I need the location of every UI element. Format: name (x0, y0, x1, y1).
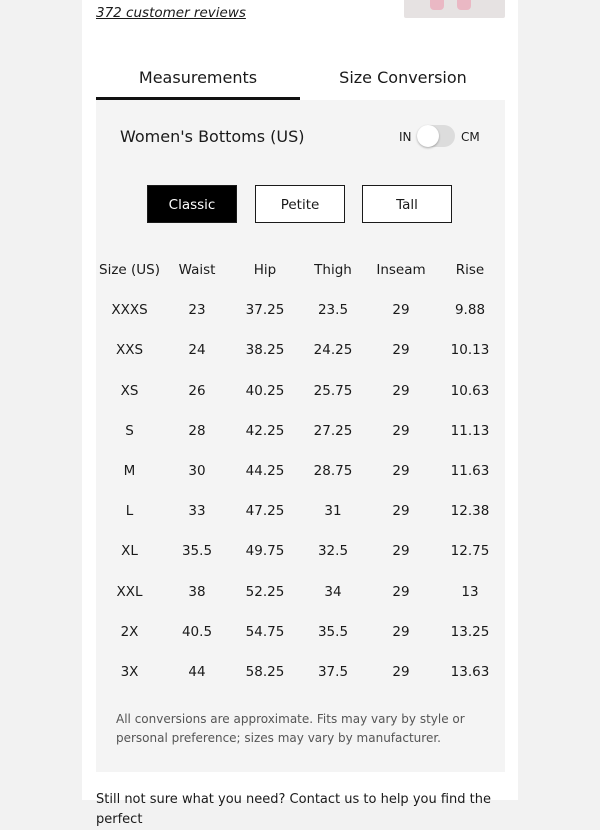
table-cell: 29 (392, 663, 410, 680)
table-row (96, 451, 505, 491)
table-cell: 37.5 (317, 663, 349, 680)
table-cell: 24 (188, 342, 206, 359)
table-cell: 29 (392, 623, 410, 640)
table-cell: 34 (324, 583, 342, 600)
table-cell: 47.25 (245, 503, 285, 520)
unit-toggle[interactable] (417, 125, 455, 147)
header-thigh: Thigh (314, 262, 352, 279)
unit-label-in: IN (399, 130, 412, 144)
size-table (96, 250, 505, 692)
table-cell: 29 (392, 463, 410, 480)
table-cell: 58.25 (245, 663, 285, 680)
table-cell: 32.5 (317, 543, 349, 560)
table-cell: 40.25 (245, 382, 285, 399)
table-cell: 13 (461, 583, 479, 600)
table-cell: 26 (188, 382, 206, 399)
table-cell: L (125, 503, 134, 520)
table-cell: 10.13 (450, 342, 490, 359)
table-cell: 37.25 (245, 302, 285, 319)
conversion-disclaimer: All conversions are approximate. Fits may vary by style or personal preference; sizes may vary by manufacturer. (116, 712, 465, 745)
table-row (96, 572, 505, 612)
table-cell: 13.25 (450, 623, 490, 640)
table-cell: 33 (188, 503, 206, 520)
header-hip: Hip (253, 262, 277, 279)
fit-button-tall[interactable]: Tall (362, 185, 452, 223)
table-cell: 29 (392, 543, 410, 560)
table-cell: 38 (188, 583, 206, 600)
table-cell: 29 (392, 382, 410, 399)
header-rise: Rise (455, 262, 485, 279)
table-row (96, 612, 505, 652)
table-row (96, 371, 505, 411)
table-cell: 10.63 (450, 382, 490, 399)
table-cell: 29 (392, 302, 410, 319)
contact-help-text: Still not sure what you need? Contact us to help you find the perfect (96, 792, 491, 827)
table-cell: 12.75 (450, 543, 490, 560)
table-cell: 40.5 (181, 623, 213, 640)
tab-measurements[interactable]: Measurements (96, 58, 300, 98)
table-row (96, 491, 505, 531)
header-size: Size (US) (99, 262, 160, 279)
table-cell: 13.63 (450, 663, 490, 680)
product-thumbnail[interactable] (404, 0, 505, 18)
table-cell: 3X (120, 663, 139, 680)
table-cell: 44 (188, 663, 206, 680)
table-cell: 29 (392, 583, 410, 600)
table-cell: 29 (392, 503, 410, 520)
table-cell: 29 (392, 342, 410, 359)
table-cell: 49.75 (245, 543, 285, 560)
table-cell: XXL (116, 583, 143, 600)
fit-button-classic[interactable]: Classic (147, 185, 237, 223)
table-cell: 28 (188, 422, 206, 439)
product-image-shoe-right (457, 0, 471, 10)
table-cell: M (123, 463, 136, 480)
table-cell: 27.25 (313, 422, 353, 439)
header-waist: Waist (178, 262, 216, 279)
tab-size-conversion[interactable]: Size Conversion (339, 68, 467, 87)
table-cell: 31 (324, 503, 342, 520)
table-cell: 25.75 (313, 382, 353, 399)
table-cell: XXS (115, 342, 144, 359)
table-header-row (96, 250, 505, 290)
product-image-shoe-left (430, 0, 444, 10)
table-row (96, 330, 505, 370)
table-cell: XS (120, 382, 139, 399)
table-cell: 11.13 (450, 422, 490, 439)
table-cell: 23 (188, 302, 206, 319)
table-cell: 44.25 (245, 463, 285, 480)
table-cell: 29 (392, 422, 410, 439)
table-cell: 42.25 (245, 422, 285, 439)
table-row (96, 652, 505, 692)
table-cell: 23.5 (317, 302, 349, 319)
size-chart-panel (96, 100, 505, 772)
fit-button-petite[interactable]: Petite (255, 185, 345, 223)
table-cell: 38.25 (245, 342, 285, 359)
table-cell: S (125, 422, 134, 439)
table-cell: XL (121, 543, 138, 560)
table-cell: XXXS (111, 302, 148, 319)
table-cell: 54.75 (245, 623, 285, 640)
table-row (96, 290, 505, 330)
customer-reviews-link[interactable]: 372 customer reviews (96, 5, 246, 21)
table-cell: 12.38 (450, 503, 490, 520)
chart-title: Women's Bottoms (US) (120, 127, 305, 146)
table-cell: 28.75 (313, 463, 353, 480)
header-inseam: Inseam (376, 262, 426, 279)
table-cell: 35.5 (317, 623, 349, 640)
table-cell: 2X (120, 623, 139, 640)
table-cell: 52.25 (245, 583, 285, 600)
table-row (96, 411, 505, 451)
unit-label-cm: CM (461, 130, 480, 144)
table-cell: 9.88 (454, 302, 486, 319)
table-cell: 24.25 (313, 342, 353, 359)
table-cell: 35.5 (181, 543, 213, 560)
table-cell: 30 (188, 463, 206, 480)
size-guide-tabs (96, 58, 505, 101)
toggle-knob (417, 125, 439, 147)
table-cell: 11.63 (450, 463, 490, 480)
table-row (96, 531, 505, 571)
